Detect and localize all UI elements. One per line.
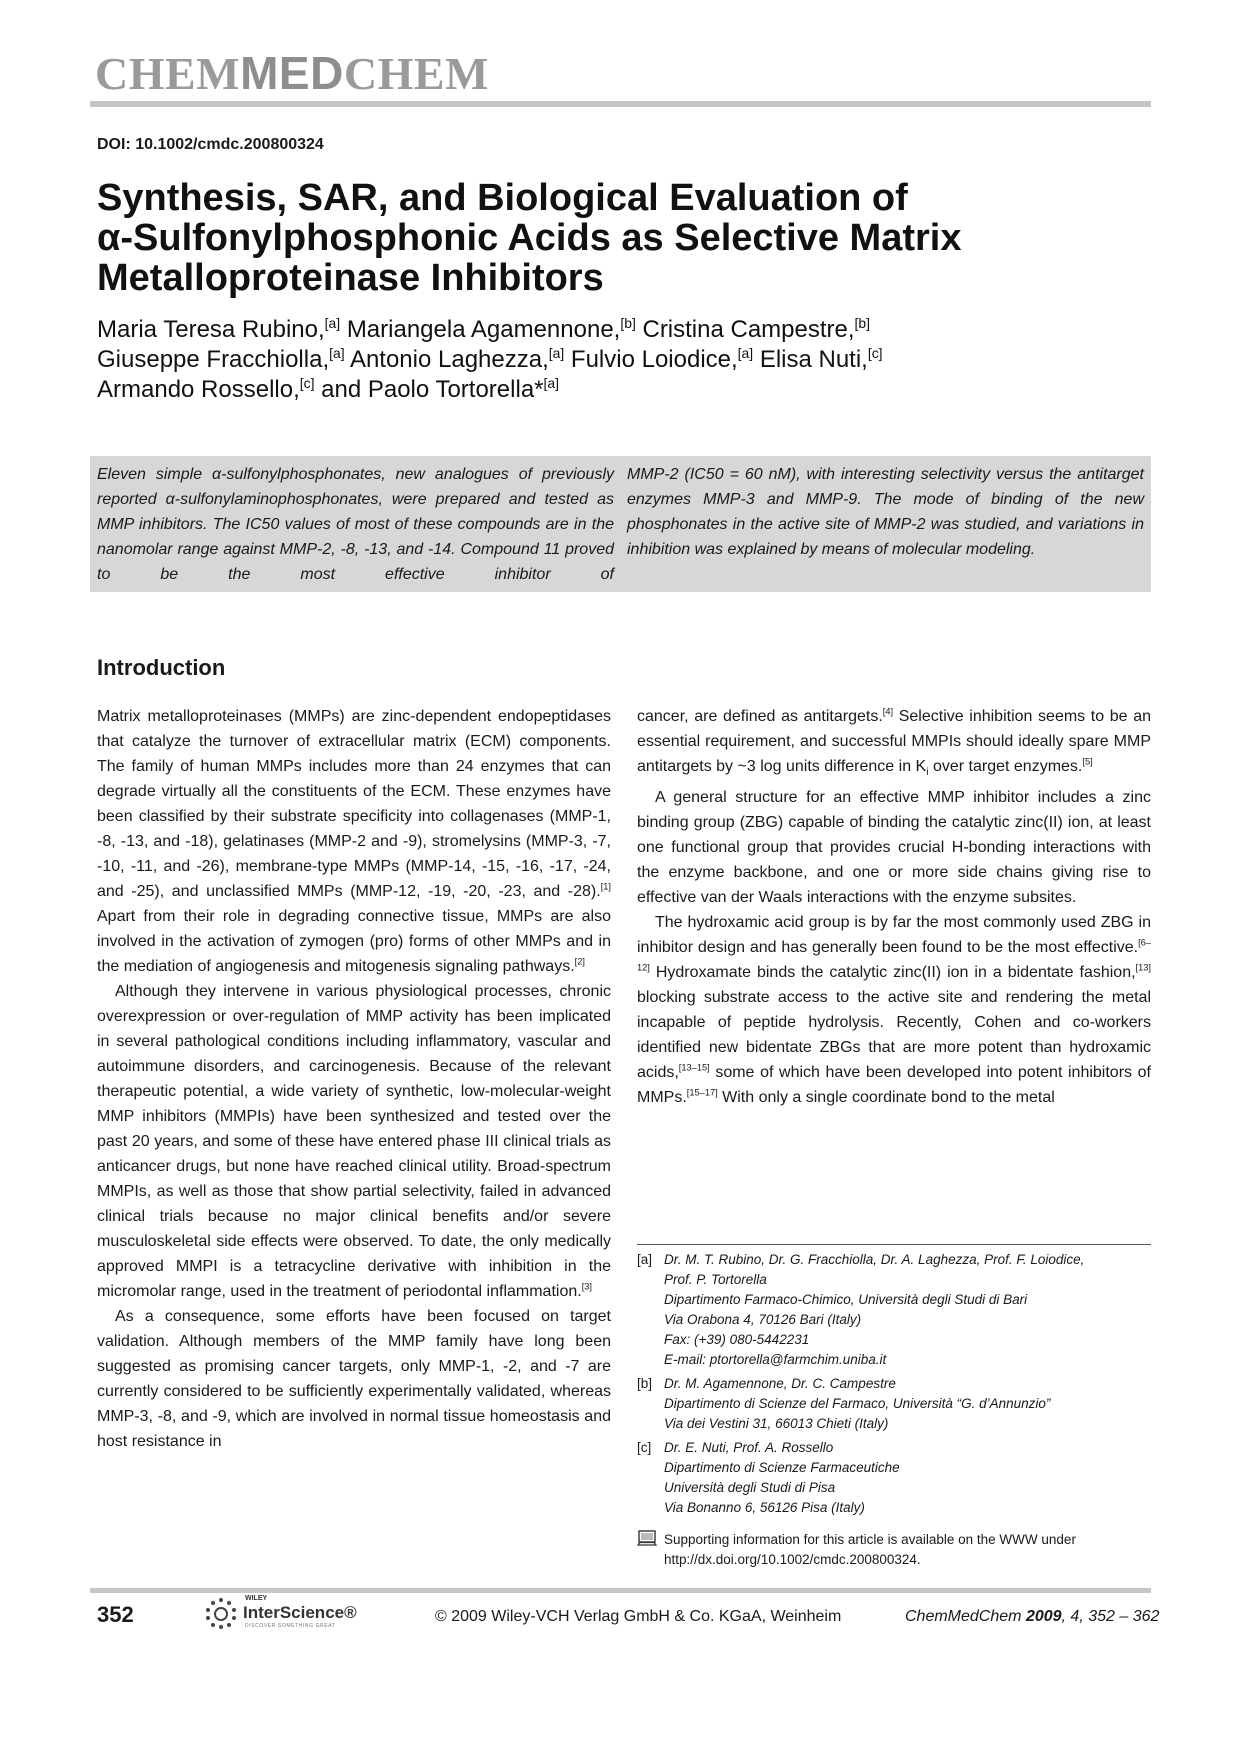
footnote-a: [a] Dr. M. T. Rubino, Dr. G. Fracchiolla, Dr. A. Laghezza, Prof. F. Loiodice, Prof. P. Tortorella Dipartimento Farmaco-Chimico, Università degli Studi di Bari Via Orabona 4, 70126 Bari (Italy) Fax: (+39) 080-5442231 E-mail: ptortorella@farmchim.uniba.it bbox=[637, 1250, 1151, 1370]
email-link[interactable]: E-mail: ptortorella@farmchim.uniba.it bbox=[664, 1352, 887, 1367]
header-rule bbox=[90, 101, 1151, 107]
paragraph: Although they intervene in various physiological processes, chronic overexpression or over-regulation of MMP activity has been implicated in several pathological conditions including inflammatory, vascular and autoimmune disorders, and carcinogenesis. Because of the relevant therapeutic potential, a wide variety of synthetic, low-molecular-weight MMP inhibitors (MMPIs) have been synthesized and tested over the past 20 years, and some of these have entered phase III clinical trials as anticancer drugs, but none have reached clinical utility. Broad-spectrum MMPIs, as well as those that show partial selectivity, failed in advanced clinical trials because no major clinical benefits and/or severe musculoskeletal side effects were observed. To date, the only medically approved MMPI is a tetracycline derivative with inhibition in the micromolar range, used in the treatment of periodontal inflammation.[3] bbox=[97, 983, 611, 1300]
title-line-1: Synthesis, SAR, and Biological Evaluation of bbox=[97, 177, 908, 219]
author: Antonio Laghezza,[a] bbox=[349, 345, 565, 373]
section-heading-introduction: Introduction bbox=[97, 655, 226, 680]
abstract-right: MMP-2 (IC50 = 60 nM), with interesting selectivity versus the antitarget enzymes MMP-3 and MMP-9. The mode of binding of the new phosphonates in the active site of MMP-2 was studied, and variations in inhibition was explained by means of molecular modeling. bbox=[627, 466, 1144, 558]
author: Mariangela Agamennone,[b] bbox=[346, 315, 636, 343]
author: and Paolo Tortorella*[a] bbox=[321, 375, 559, 403]
article-title bbox=[97, 178, 1097, 298]
paragraph: A general structure for an effective MMP inhibitor includes a zinc binding group (ZBG) capable of binding the catalytic zinc(II) ion, at least one functional group that provides crucial H-bonding interactions with the enzyme backbone, and one or more side chains giving rise to effective van der Waals interactions with the enzyme subsites. bbox=[637, 789, 1151, 907]
journal-citation: ChemMedChem 2009, 4, 352 – 362 bbox=[905, 1608, 1160, 1625]
title-line-2: α-Sulfonylphosphonic Acids as Selective Matrix bbox=[97, 217, 962, 259]
abstract-left: Eleven simple α-sulfonylphosphonates, new analogues of previously reported α-sulfonylaminophosphonates, were prepared and tested as MMP inhibitors. The IC50 values of most of these compounds are in the nanomolar range against MMP-2, -8, -13, and -14. Compound 11 proved to be the most effective inhibitor of bbox=[97, 466, 614, 583]
doi: DOI: 10.1002/cmdc.200800324 bbox=[97, 136, 324, 153]
author: Giuseppe Fracchiolla,[a] bbox=[97, 345, 345, 373]
body-column-left bbox=[97, 704, 611, 1454]
copyright: © 2009 Wiley-VCH Verlag GmbH & Co. KGaA, Weinheim bbox=[435, 1608, 842, 1625]
title-line-3: Metalloproteinase Inhibitors bbox=[97, 257, 604, 299]
footnote-c: [c] Dr. E. Nuti, Prof. A. Rossello Dipartimento di Scienze Farmaceutiche Università degli Studi di Pisa Via Bonanno 6, 56126 Pisa (Italy) bbox=[637, 1440, 900, 1515]
footer-rule bbox=[90, 1588, 1151, 1593]
footnote-rule bbox=[637, 1244, 1151, 1245]
abstract-box bbox=[90, 456, 1151, 592]
page-number: 352 bbox=[97, 1602, 134, 1627]
author: Maria Teresa Rubino,[a] bbox=[97, 315, 341, 343]
footnote-b: [b] Dr. M. Agamennone, Dr. C. Campestre Dipartimento di Scienze del Farmaco, Università “G. d’Annunzio” Via dei Vestini 31, 66013 Chieti (Italy) bbox=[637, 1376, 1051, 1431]
paragraph: As a consequence, some efforts have been focused on target validation. Although members of the MMP family have long been suggested as promising cancer targets, only MMP-1, -2, and -7 are currently considered to be sufficiently experimentally validated, whereas MMP-3, -8, and -9, which are involved in normal tissue homeostasis and host resistance in bbox=[97, 1308, 611, 1450]
journal-name: CHEMMEDCHEM bbox=[95, 47, 489, 99]
interscience-swirl-icon bbox=[203, 1596, 239, 1630]
author: Armando Rossello,[c] bbox=[97, 375, 315, 403]
author-list bbox=[97, 315, 1117, 405]
paragraph: The hydroxamic acid group is by far the most commonly used ZBG in inhibitor design and has generally been found to be the most effective.[6–12] Hydroxamate binds the catalytic zinc(II) ion in a bidentate fashion,[13] blocking substrate access to the active site and rendering the metal incapable of peptide hydrolysis. Recently, Cohen and co-workers identified new bidentate ZBGs that are more potent than hydroxamic acids,[13–15] some of which have been developed into potent inhibitors of MMPs.[15–17] With only a single coordinate bond to the metal bbox=[637, 914, 1151, 1107]
author: Fulvio Loiodice,[a] bbox=[570, 345, 754, 373]
affiliation-footnotes bbox=[637, 1250, 1151, 1522]
author: Elisa Nuti,[c] bbox=[759, 345, 883, 373]
supporting-link[interactable]: http://dx.doi.org/10.1002/cmdc.200800324. bbox=[664, 1552, 921, 1567]
body-column-right bbox=[637, 704, 1151, 1110]
computer-icon bbox=[637, 1530, 664, 1570]
author: Cristina Campestre,[b] bbox=[642, 315, 871, 343]
paragraph: Matrix metalloproteinases (MMPs) are zinc-dependent endopeptidases that catalyze the turnover of extracellular matrix (ECM) components. The family of human MMPs includes more than 24 enzymes that can degrade virtually all the constituents of the ECM. These enzymes have been classified by their substrate specificity into collagenases (MMP-1, -8, -13, and -18), gelatinases (MMP-2 and -9), stromelysins (MMP-3, -7, -10, -11, and -26), membrane-type MMPs (MMP-14, -15, -16, -17, -24, and -25), and unclassified MMPs (MMP-12, -19, -20, -23, and -28).[1] Apart from their role in degrading connective tissue, MMPs are also involved in the activation of zymogen (pro) forms of other MMPs and in the mediation of angiogenesis and mitogenesis signaling pathways.[2] bbox=[97, 708, 611, 975]
supporting-info: Supporting information for this article is available on the WWW under http://dx.doi.org/10.1002/cmdc.200800324. bbox=[637, 1530, 1151, 1570]
paragraph: cancer, are defined as antitargets.[4] Selective inhibition seems to be an essential requirement, and successful MMPIs should ideally spare MMP antitargets by ~3 log units difference in $K_i$ over target enzymes.[5] bbox=[637, 706, 1152, 779]
wiley-interscience-logo: WILEY InterScience® DISCOVER SOMETHING GREAT bbox=[203, 1596, 373, 1630]
